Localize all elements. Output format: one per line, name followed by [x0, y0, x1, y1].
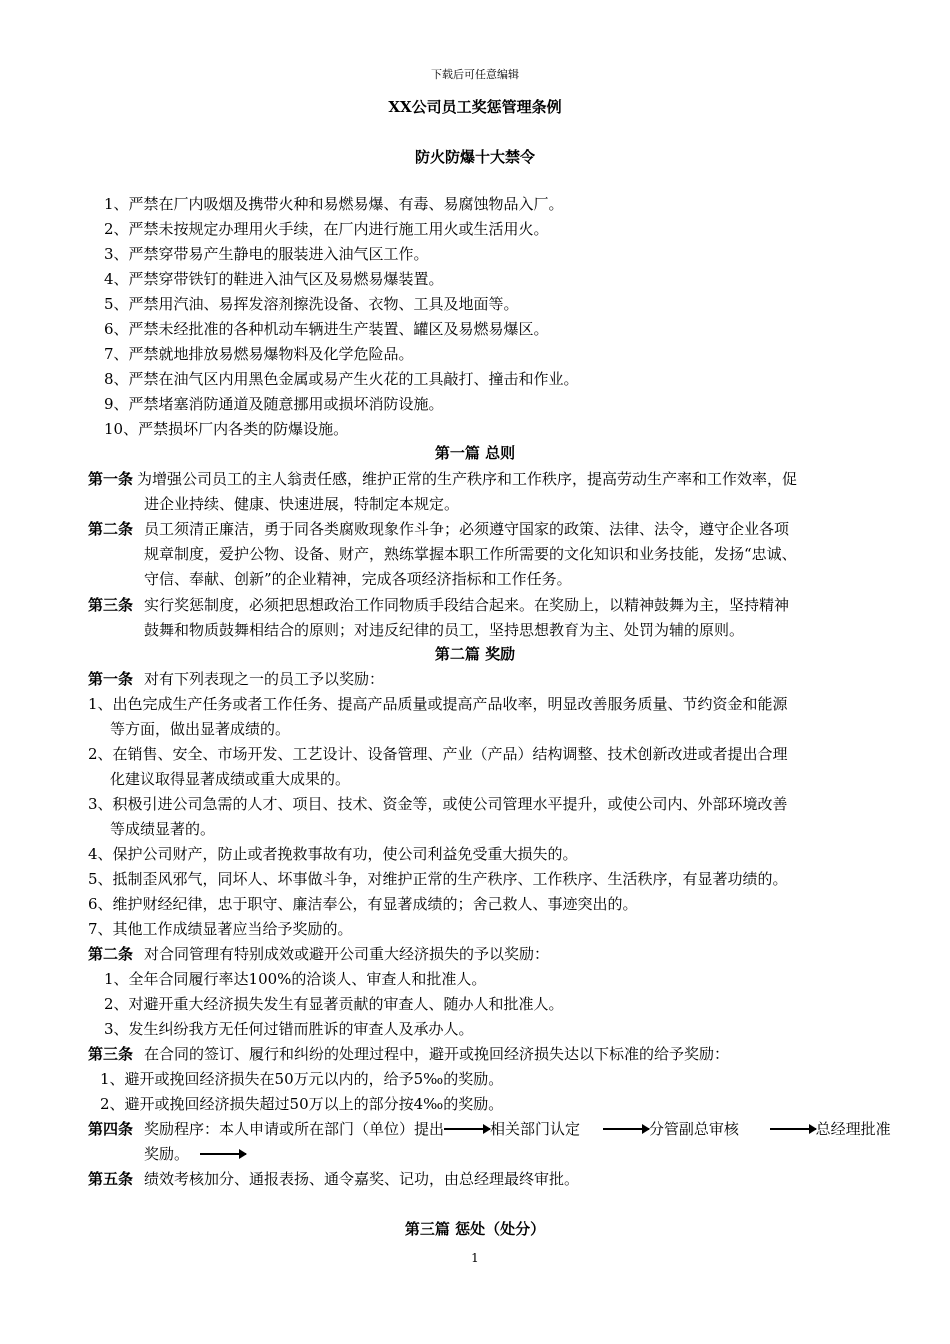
part1-article2-line1: 员工须清正廉洁，勇于同各类腐败现象作斗争；必须遵守国家的政策、法律、法令，遵守企业各项	[144, 520, 790, 538]
procedure-step-apply: 奖励程序：本人申请或所在部门（单位）提出	[144, 1120, 445, 1138]
fire-rules-list	[104, 192, 579, 442]
part2-a3-item2: 2、避开或挽回经济损失超过50万以上的部分按4‰的奖励。	[100, 1095, 504, 1113]
arrow-right-icon	[770, 1128, 816, 1130]
part2-a1-item2-line2: 化建议取得显著成绩或重大成果的。	[110, 770, 351, 788]
list-item: 8、严禁在油气区内用黑色金属或易产生火花的工具敲打、撞击和作业。	[104, 370, 579, 388]
part2-a2-item3: 3、发生纠纷我方无任何过错而胜诉的审查人及承办人。	[104, 1020, 474, 1038]
list-item: 9、严禁堵塞消防通道及随意挪用或损坏消防设施。	[104, 395, 444, 413]
part2-a1-item1-line2: 等方面，做出显著成绩的。	[110, 720, 291, 738]
list-item: 4、严禁穿带铁钉的鞋进入油气区及易燃易爆装置。	[104, 270, 444, 288]
part2-a1-item5: 5、抵制歪风邪气，同坏人、坏事做斗争，对维护正常的生产秩序、工作秩序、生活秩序，有显著功绩的。	[88, 870, 788, 888]
header-note: 下载后可任意编辑	[431, 68, 519, 81]
part2-a3-item1: 1、避开或挽回经济损失在50万元以内的，给予5‰的奖励。	[100, 1070, 504, 1088]
list-item: 1、严禁在厂内吸烟及携带火种和易燃易爆、有毒、易腐蚀物品入厂。	[104, 195, 564, 213]
procedure-step-award: 奖励。	[144, 1145, 190, 1163]
part1-article1-label: 第一条	[88, 470, 134, 488]
part2-a1-item1-line1: 1、出色完成生产任务或者工作任务、提高产品质量或提高产品收率，明显改善服务质量、节约资金和能源	[88, 695, 788, 713]
part2-article4-label: 第四条	[88, 1120, 134, 1138]
part2-a1-item6: 6、维护财经纪律，忠于职守、廉洁奉公，有显著成绩的；舍己救人、事迹突出的。	[88, 895, 638, 913]
part2-a1-item7: 7、其他工作成绩显著应当给予奖励的。	[88, 920, 353, 938]
part2-article5-text: 绩效考核加分、通报表扬、通令嘉奖、记功，由总经理最终审批。	[144, 1170, 580, 1188]
part2-article2-label: 第二条	[88, 945, 134, 963]
procedure-step-confirm: 相关部门认定	[490, 1120, 581, 1138]
part1-article3-label: 第三条	[88, 596, 134, 614]
part2-a1-item3-line2: 等成绩显著的。	[110, 820, 216, 838]
part1-article2-label: 第二条	[88, 520, 134, 538]
procedure-step-review: 分管副总审核	[648, 1120, 739, 1138]
arrow-right-icon	[444, 1128, 490, 1130]
part2-article2-text: 对合同管理有特别成效或避开公司重大经济损失的予以奖励：	[144, 945, 550, 963]
part2-a2-item1: 1、全年合同履行率达100%的洽谈人、审查人和批准人。	[104, 970, 487, 988]
part2-article3-label: 第三条	[88, 1045, 134, 1063]
part1-article3-line1: 实行奖惩制度，必须把思想政治工作同物质手段结合起来。在奖励上，以精神鼓舞为主，坚持精神	[144, 596, 790, 614]
procedure-step-approve: 总经理批准	[815, 1120, 891, 1138]
award-procedure-end	[144, 1143, 246, 1164]
part2-article3-text: 在合同的签订、履行和纠纷的处理过程中，避开或挽回经济损失达以下标准的给予奖励：	[144, 1045, 730, 1063]
part2-a2-item2: 2、对避开重大经济损失发生有显著贡献的审查人、随办人和批准人。	[104, 995, 564, 1013]
list-item: 2、严禁未按规定办理用火手续，在厂内进行施工用火或生活用火。	[104, 220, 549, 238]
page-number: 1	[471, 1251, 479, 1265]
part2-title: 第二篇 奖励	[434, 645, 516, 663]
list-item: 5、严禁用汽油、易挥发溶剂擦洗设备、衣物、工具及地面等。	[104, 295, 519, 313]
part2-article1-text: 对有下列表现之一的员工予以奖励：	[144, 670, 385, 688]
list-item: 7、严禁就地排放易燃易爆物料及化学危险品。	[104, 345, 414, 363]
part1-article3-line2: 鼓舞和物质鼓舞相结合的原则；对违反纪律的员工，坚持思想教育为主、处罚为辅的原则。	[144, 621, 745, 639]
part3-title: 第三篇 惩处（处分）	[404, 1220, 546, 1238]
arrow-right-icon	[603, 1128, 649, 1130]
part1-article2-line2: 规章制度，爱护公物、设备、财产，熟练掌握本职工作所需要的文化知识和业务技能，发扬“忠诚、	[144, 545, 797, 563]
part1-article1-line2: 进企业持续、健康、快速进展，特制定本规定。	[144, 495, 460, 513]
part2-article1-label: 第一条	[88, 670, 134, 688]
part2-article5-label: 第五条	[88, 1170, 134, 1188]
part2-a1-item2-line1: 2、在销售、安全、市场开发、工艺设计、设备管理、产业（产品）结构调整、技术创新改进或者提出合理	[88, 745, 788, 763]
list-item: 10、严禁损坏厂内各类的防爆设施。	[104, 420, 349, 438]
award-procedure-flow	[144, 1118, 891, 1139]
fire-rules-title: 防火防爆十大禁令	[414, 148, 535, 166]
list-item: 3、严禁穿带易产生静电的服装进入油气区工作。	[104, 245, 429, 263]
list-item: 6、严禁未经批准的各种机动车辆进生产装置、罐区及易燃易爆区。	[104, 320, 549, 338]
arrow-right-icon	[200, 1153, 246, 1155]
part2-a1-item3-line1: 3、积极引进公司急需的人才、项目、技术、资金等，或使公司管理水平提升，或使公司内、外部环境改善	[88, 795, 788, 813]
part2-a1-item4: 4、保护公司财产，防止或者挽救事故有功，使公司利益免受重大损失的。	[88, 845, 578, 863]
part1-article2-line3: 守信、奉献、创新”的企业精神，完成各项经济指标和工作任务。	[144, 570, 572, 588]
part1-article1-line1: 为增强公司员工的主人翁责任感，维护正常的生产秩序和工作秩序，提高劳动生产率和工作效率，促	[137, 470, 798, 488]
document-title: XX公司员工奖惩管理条例	[388, 98, 562, 116]
part1-title: 第一篇 总则	[434, 444, 516, 462]
